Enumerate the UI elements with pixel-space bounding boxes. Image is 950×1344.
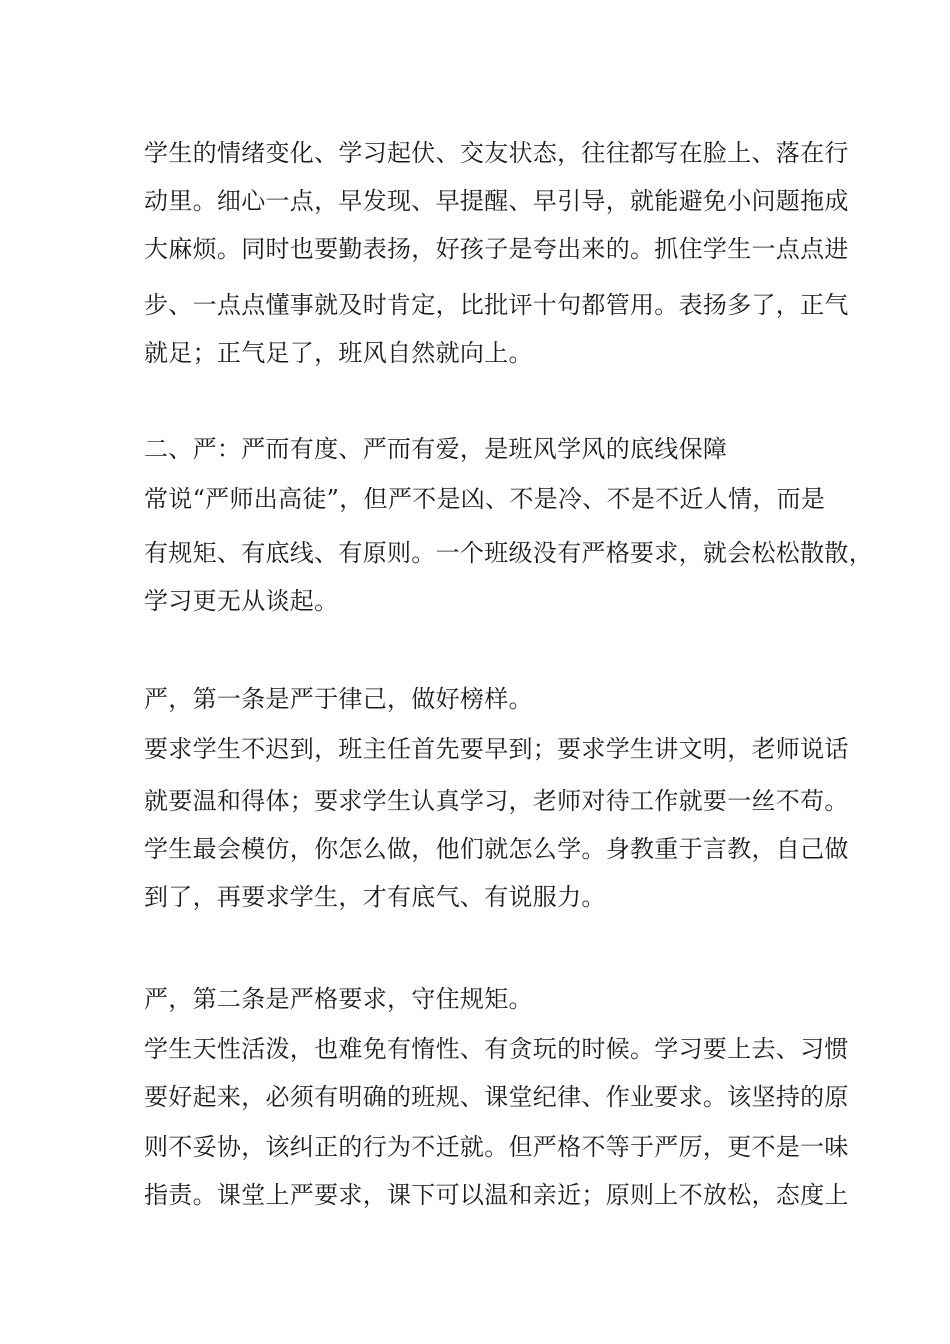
paragraph-line: 就足；正气足了，班风自然就向上。	[144, 339, 533, 367]
paragraph-line: 到了，再要求学生，才有底气、有说服力。	[144, 883, 606, 911]
paragraph-line: 就要温和得体；要求学生认真学习，老师对待工作就要一丝不苟。	[144, 787, 849, 815]
paragraph-line: 要求学生不迟到，班主任首先要早到；要求学生讲文明，老师说话	[144, 735, 849, 763]
paragraph-line: 学生天性活泼，也难免有惰性、有贪玩的时候。学习要上去、习惯	[144, 1035, 849, 1063]
paragraph-line: 指责。课堂上严要求，课下可以温和亲近；原则上不放松，态度上	[144, 1181, 849, 1209]
paragraph-line: 动里。细心一点，早发现、早提醒、早引导，就能避免小问题拖成	[144, 187, 849, 215]
paragraph-line: 学习更无从谈起。	[144, 587, 339, 615]
section-heading: 二、严：严而有度、严而有爱，是班风学风的底线保障	[144, 435, 728, 463]
paragraph-line: 大麻烦。同时也要勤表扬，好孩子是夸出来的。抓住学生一点点进	[144, 235, 849, 263]
paragraph-line: 有规矩、有底线、有原则。一个班级没有严格要求，就会松松散散，	[144, 539, 873, 567]
paragraph-line: 学生最会模仿，你怎么做，他们就怎么学。身教重于言教，自己做	[144, 835, 849, 863]
paragraph-line: 步、一点点懂事就及时肯定，比批评十句都管用。表扬多了，正气	[144, 291, 849, 319]
subheading: 严，第二条是严格要求，守住规矩。	[144, 985, 533, 1013]
paragraph-line: 常说“严师出高徒”，但严不是凶、不是冷、不是不近人情，而是	[144, 485, 826, 513]
paragraph-line: 要好起来，必须有明确的班规、课堂纪律、作业要求。该坚持的原	[144, 1083, 849, 1111]
paragraph-line: 学生的情绪变化、学习起伏、交友状态，往往都写在脸上、落在行	[144, 139, 849, 167]
paragraph-line: 则不妥协，该纠正的行为不迁就。但严格不等于严厉，更不是一味	[144, 1133, 849, 1161]
subheading: 严，第一条是严于律己，做好榜样。	[144, 685, 533, 713]
